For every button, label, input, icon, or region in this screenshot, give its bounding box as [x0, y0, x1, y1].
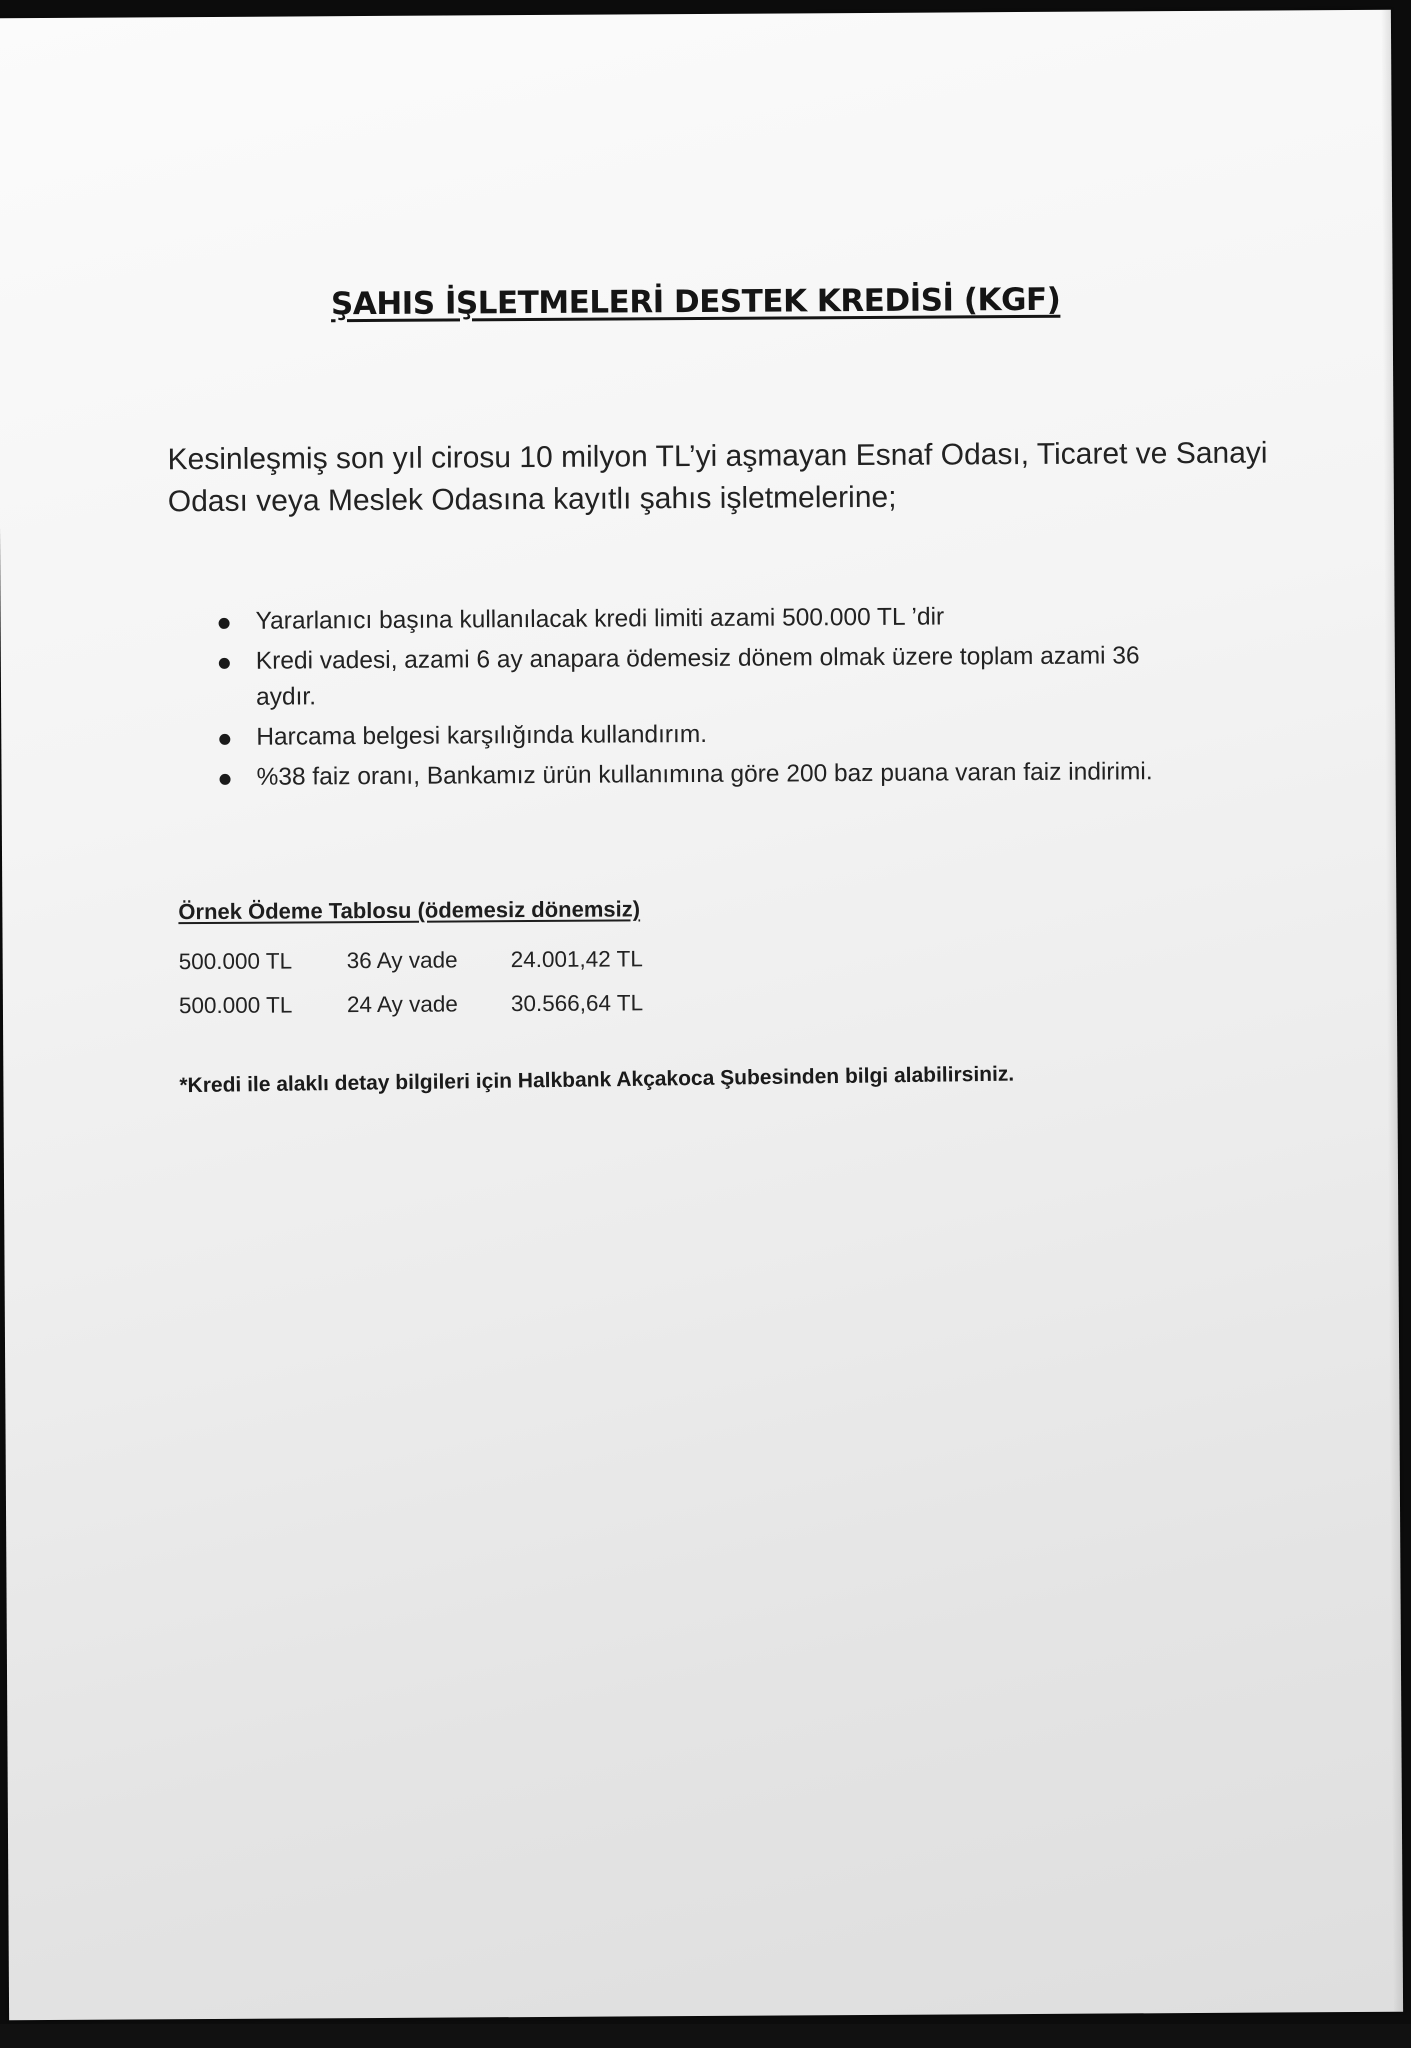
- table-row: [179, 981, 711, 1028]
- list-item: [210, 598, 1190, 640]
- document-title: ŞAHIS İŞLETMELERİ DESTEK KREDİSİ (KGF): [330, 281, 1061, 323]
- bullet-icon: [220, 774, 231, 785]
- bullet-icon: [219, 734, 230, 745]
- bullet-icon: [219, 618, 230, 629]
- list-item-text: Kredi vadesi, azami 6 ay anapara ödemesiz dönem olmak üzere toplam azami 36 aydır.: [255, 642, 1140, 711]
- list-item-text: Harcama belgesi karşılığında kullandırım.: [256, 720, 708, 751]
- condition-list: [210, 598, 1191, 800]
- loan-term-cell: 36 Ay vade: [346, 947, 458, 974]
- payment-table: [179, 937, 712, 1028]
- list-item: [211, 714, 1191, 756]
- footnote: *Kredi ile alaklı detay bilgileri için Halkbank Akçakoca Şubesinden bilgi alabilirsiniz.: [179, 1062, 1015, 1098]
- monthly-payment-cell: 30.566,64 TL: [510, 990, 644, 1017]
- payment-table-title: Örnek Ödeme Tablosu (ödemesiz dönemsiz): [178, 896, 641, 925]
- list-item-text: %38 faiz oranı, Bankamız ürün kullanımına göre 200 baz puana varan faiz indirimi.: [256, 758, 1153, 791]
- loan-amount-cell: 500.000 TL: [178, 992, 293, 1019]
- list-item-text: Yararlanıcı başına kullanılacak kredi limiti azami 500.000 TL ’dir: [255, 603, 945, 635]
- monthly-payment-cell: 24.001,42 TL: [510, 946, 643, 973]
- list-item: [211, 638, 1191, 716]
- loan-amount-cell: 500.000 TL: [178, 948, 293, 975]
- loan-term-cell: 24 Ay vade: [346, 991, 458, 1018]
- bullet-icon: [219, 658, 230, 669]
- list-item: [211, 754, 1191, 796]
- intro-paragraph: Kesinleşmiş son yıl cirosu 10 milyon TL’yi aşmayan Esnaf Odası, Ticaret ve Sanayi Odası veya Meslek Odasına kayıtlı şahıs işletmelerine;: [167, 436, 1268, 519]
- table-row: [179, 937, 711, 984]
- paper-sheet: [0, 10, 1403, 2020]
- document-content: [0, 10, 1403, 2020]
- bottom-dark-strip: [0, 2024, 1411, 2048]
